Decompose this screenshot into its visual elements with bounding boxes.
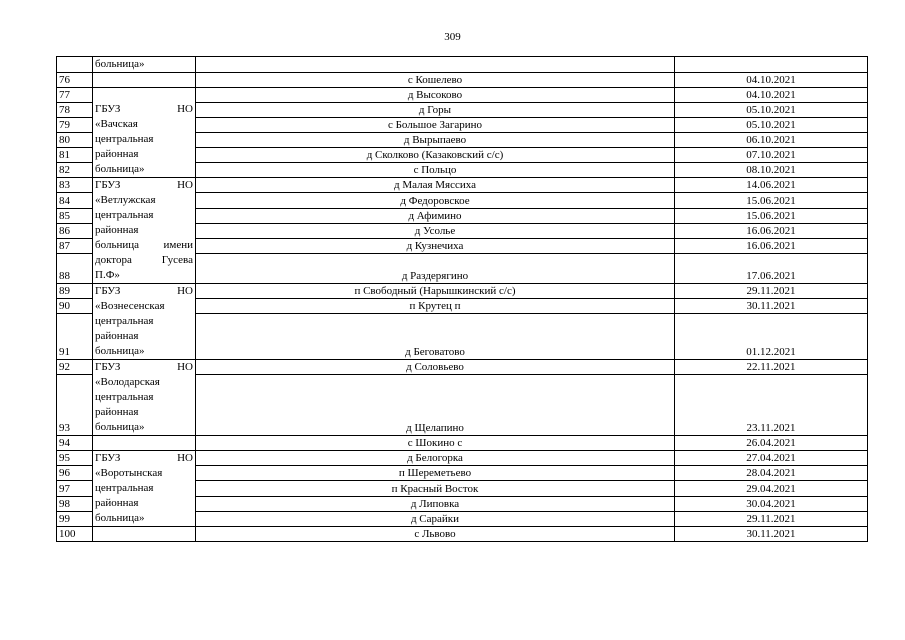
organization-cell xyxy=(93,178,196,284)
settlement-cell: д Белогорка xyxy=(196,451,675,466)
row-number-cell: 87 xyxy=(57,239,93,254)
table-row-continuation xyxy=(57,57,868,73)
organization-line: больница» xyxy=(95,421,145,433)
row-number-cell: 83 xyxy=(57,178,93,193)
date-cell: 05.10.2021 xyxy=(675,103,868,118)
organization-line: ГБУЗ НО xyxy=(95,179,193,191)
row-number-cell: 98 xyxy=(57,496,93,511)
organization-line: районная xyxy=(95,148,139,160)
settlement-cell: с Польцо xyxy=(196,163,675,178)
date-cell: 29.11.2021 xyxy=(675,284,868,299)
date-cell: 16.06.2021 xyxy=(675,239,868,254)
organization-line: доктора Гусева xyxy=(95,254,193,266)
settlement-cell: д Федоровское xyxy=(196,193,675,208)
row-number-cell: 76 xyxy=(57,73,93,88)
settlement-cell: п Крутец п xyxy=(196,299,675,314)
row-number-cell: 93 xyxy=(57,375,93,436)
settlement-cell: д Щелапино xyxy=(196,375,675,436)
date-cell: 07.10.2021 xyxy=(675,148,868,163)
organization-line: больница» xyxy=(95,163,145,175)
settlement-cell: д Усолье xyxy=(196,223,675,238)
organization-line: районная xyxy=(95,224,139,236)
row-number-cell: 86 xyxy=(57,223,93,238)
date-cell: 27.04.2021 xyxy=(675,451,868,466)
date-cell: 28.04.2021 xyxy=(675,466,868,481)
row-number-cell: 77 xyxy=(57,88,93,103)
organization-line: районная xyxy=(95,406,139,418)
row-number-cell: 85 xyxy=(57,208,93,223)
row-number-cell: 95 xyxy=(57,451,93,466)
date-cell: 14.06.2021 xyxy=(675,178,868,193)
table-row xyxy=(57,284,868,299)
settlement-cell: д Сарайки xyxy=(196,511,675,526)
organization-line: ГБУЗ НО xyxy=(95,452,193,464)
date-cell: 23.11.2021 xyxy=(675,375,868,436)
row-number-cell: 79 xyxy=(57,118,93,133)
settlement-cell: д Афимино xyxy=(196,208,675,223)
organization-line: больница» xyxy=(95,512,145,524)
row-number-cell: 80 xyxy=(57,133,93,148)
row-number-cell: 78 xyxy=(57,103,93,118)
row-number-cell: 100 xyxy=(57,527,93,542)
organization-cell xyxy=(93,360,196,436)
date-cell: 29.04.2021 xyxy=(675,481,868,496)
organization-line: центральная xyxy=(95,133,154,145)
row-number-cell: 82 xyxy=(57,163,93,178)
organization-cell xyxy=(93,527,196,542)
settlement-cell: п Шереметьево xyxy=(196,466,675,481)
organization-line: ГБУЗ НО xyxy=(95,103,193,115)
date-cell: 01.12.2021 xyxy=(675,314,868,360)
settlement-cell xyxy=(196,57,675,73)
settlement-cell: д Сколково (Казаковский с/с) xyxy=(196,148,675,163)
date-cell: 06.10.2021 xyxy=(675,133,868,148)
organization-line: больница» xyxy=(95,58,145,70)
organization-cell xyxy=(93,436,196,451)
date-cell: 16.06.2021 xyxy=(675,223,868,238)
organization-line: «Вачская xyxy=(95,118,138,130)
row-number-cell: 96 xyxy=(57,466,93,481)
date-cell: 29.11.2021 xyxy=(675,511,868,526)
table-row xyxy=(57,527,868,542)
row-number-cell: 94 xyxy=(57,436,93,451)
date-cell: 26.04.2021 xyxy=(675,436,868,451)
settlement-cell: д Кузнечиха xyxy=(196,239,675,254)
table-row xyxy=(57,88,868,103)
settlement-cell: с Львово xyxy=(196,527,675,542)
organization-cell xyxy=(93,57,196,73)
row-number-cell: 97 xyxy=(57,481,93,496)
organization-line: «Воротынская xyxy=(95,467,163,479)
settlement-cell: п Свободный (Нарышкинский с/с) xyxy=(196,284,675,299)
date-cell: 30.11.2021 xyxy=(675,299,868,314)
date-cell: 30.11.2021 xyxy=(675,527,868,542)
facilities-table xyxy=(56,56,868,542)
organization-line: центральная xyxy=(95,209,154,221)
organization-cell xyxy=(93,284,196,360)
settlement-cell: п Красный Восток xyxy=(196,481,675,496)
settlement-cell: с Шокино с xyxy=(196,436,675,451)
settlement-cell: д Малая Мяссиха xyxy=(196,178,675,193)
settlement-cell: д Липовка xyxy=(196,496,675,511)
organization-line: центральная xyxy=(95,315,154,327)
date-cell: 04.10.2021 xyxy=(675,88,868,103)
date-cell: 05.10.2021 xyxy=(675,118,868,133)
row-number-cell: 99 xyxy=(57,511,93,526)
page-number: 309 xyxy=(444,31,461,43)
table-body xyxy=(57,57,868,542)
date-cell xyxy=(675,57,868,73)
settlement-cell: с Большое Загарино xyxy=(196,118,675,133)
table-row xyxy=(57,436,868,451)
settlement-cell: д Вырыпаево xyxy=(196,133,675,148)
date-cell: 17.06.2021 xyxy=(675,254,868,284)
settlement-cell: д Высоково xyxy=(196,88,675,103)
organization-line: «Вознесенская xyxy=(95,300,165,312)
organization-line: районная xyxy=(95,497,139,509)
organization-line: «Володарская xyxy=(95,376,160,388)
organization-line: центральная xyxy=(95,482,154,494)
organization-line: ГБУЗ НО xyxy=(95,285,193,297)
organization-cell xyxy=(93,88,196,178)
row-number-cell: 89 xyxy=(57,284,93,299)
row-number-cell xyxy=(57,57,93,73)
row-number-cell: 81 xyxy=(57,148,93,163)
organization-line: районная xyxy=(95,330,139,342)
table-row xyxy=(57,178,868,193)
settlement-cell: с Кошелево xyxy=(196,73,675,88)
table-row xyxy=(57,360,868,375)
organization-line: ГБУЗ НО xyxy=(95,361,193,373)
date-cell: 30.04.2021 xyxy=(675,496,868,511)
settlement-cell: д Раздерягино xyxy=(196,254,675,284)
date-cell: 08.10.2021 xyxy=(675,163,868,178)
table-row xyxy=(57,73,868,88)
organization-cell xyxy=(93,451,196,527)
settlement-cell: д Соловьево xyxy=(196,360,675,375)
organization-line: центральная xyxy=(95,391,154,403)
organization-cell xyxy=(93,73,196,88)
table-row xyxy=(57,451,868,466)
organization-line: «Ветлужская xyxy=(95,194,156,206)
row-number-cell: 92 xyxy=(57,360,93,375)
row-number-cell: 91 xyxy=(57,314,93,360)
date-cell: 04.10.2021 xyxy=(675,73,868,88)
row-number-cell: 88 xyxy=(57,254,93,284)
date-cell: 22.11.2021 xyxy=(675,360,868,375)
organization-line: больница имени xyxy=(95,239,193,251)
row-number-cell: 84 xyxy=(57,193,93,208)
organization-line: П.Ф» xyxy=(95,269,120,281)
date-cell: 15.06.2021 xyxy=(675,193,868,208)
settlement-cell: д Беговатово xyxy=(196,314,675,360)
organization-line: больница» xyxy=(95,345,145,357)
date-cell: 15.06.2021 xyxy=(675,208,868,223)
settlement-cell: д Горы xyxy=(196,103,675,118)
row-number-cell: 90 xyxy=(57,299,93,314)
